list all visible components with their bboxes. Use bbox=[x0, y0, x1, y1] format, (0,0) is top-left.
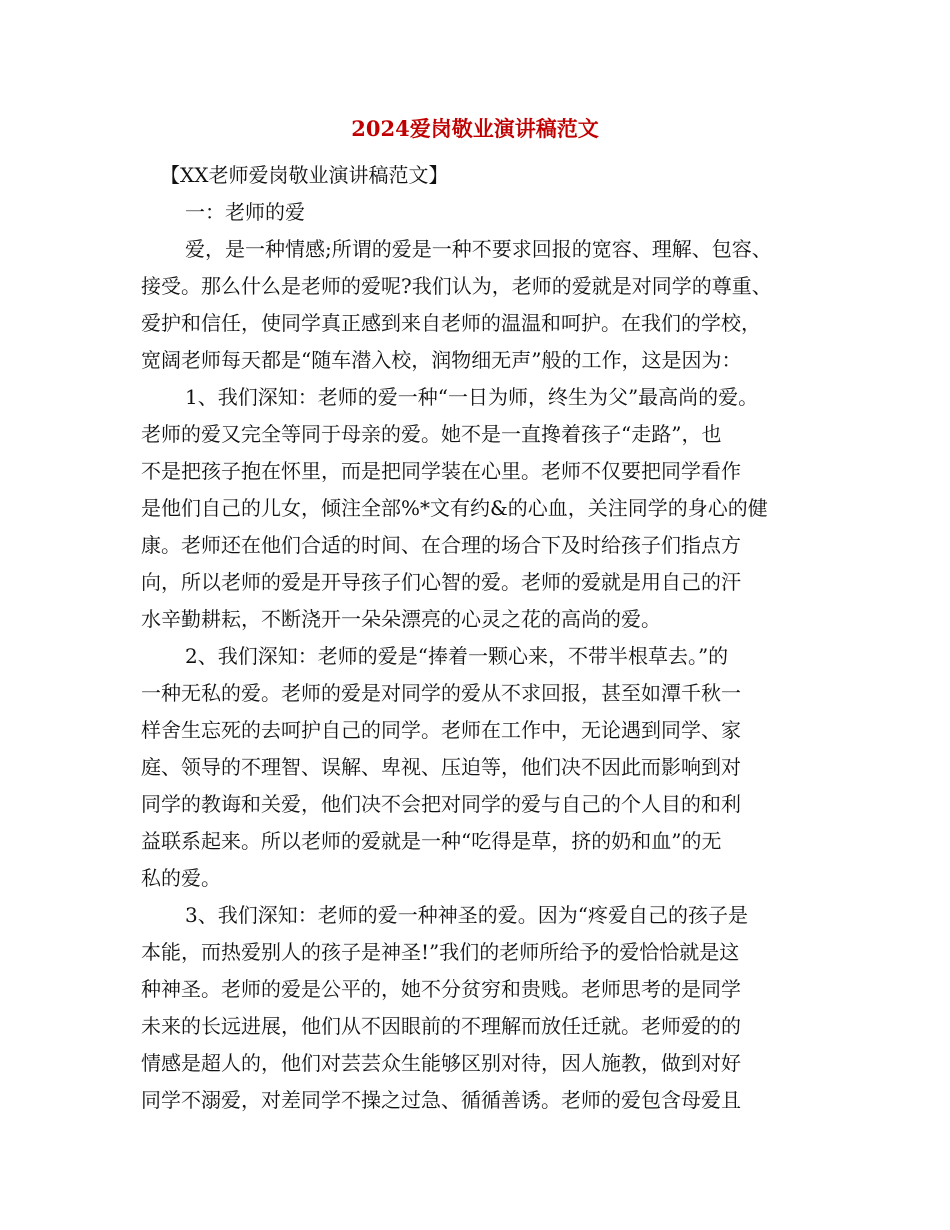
paragraph-line: 宽阔老师每天都是“随车潜入校，润物细无声”般的工作，这是因为： bbox=[141, 348, 742, 372]
paragraph-line: 老师的爱又完全等同于母亲的爱。她不是一直搀着孩子“走路”，也 bbox=[141, 422, 722, 446]
paragraph-line: 一种无私的爱。老师的爱是对同学的爱从不求回报，甚至如潭千秋一 bbox=[141, 681, 741, 705]
document-title: 2024爱岗敬业演讲稿范文 bbox=[351, 116, 599, 141]
paragraph-line: 水辛勤耕耘，不断浇开一朵朵漂亮的心灵之花的高尚的爱。 bbox=[141, 607, 661, 631]
paragraph-line: 3、我们深知：老师的爱一种神圣的爱。因为“疼爱自己的孩子是 bbox=[185, 903, 748, 927]
section-heading: 【XX老师爱岗敬业演讲稿范文】 bbox=[160, 163, 449, 187]
paragraph-line: 不是把孩子抱在怀里，而是把同学装在心里。老师不仅要把同学看作 bbox=[141, 459, 741, 483]
paragraph-line: 种神圣。老师的爱是公平的，她不分贫穷和贵贱。老师思考的是同学 bbox=[141, 977, 741, 1001]
paragraph-line: 情感是超人的，他们对芸芸众生能够区别对待，因人施教，做到对好 bbox=[141, 1051, 741, 1075]
paragraph-line: 庭、领导的不理智、误解、卑视、压迫等，他们决不因此而影响到对 bbox=[141, 755, 741, 779]
paragraph-line: 本能，而热爱别人的孩子是神圣!”我们的老师所给予的爱恰恰就是这 bbox=[141, 940, 740, 964]
paragraph-line: 同学不溺爱，对差同学不操之过急、循循善诱。老师的爱包含母爱且 bbox=[141, 1088, 741, 1112]
paragraph-line: 是他们自己的儿女，倾注全部%*文有约&的心血，关注同学的身心的健 bbox=[141, 496, 768, 520]
paragraph-line: 私的爱。 bbox=[141, 866, 221, 890]
paragraph-line: 益联系起来。所以老师的爱就是一种“吃得是草，挤的奶和血”的无 bbox=[141, 829, 722, 853]
paragraph-line: 爱护和信任，使同学真正感到来自老师的温温和呵护。在我们的学校， bbox=[141, 311, 761, 335]
paragraph-line: 1、我们深知：老师的爱一种“一日为师，终生为父”最高尚的爱。 bbox=[185, 385, 759, 409]
paragraph-line: 接受。那么什么是老师的爱呢?我们认为，老师的爱就是对同学的尊重、 bbox=[141, 274, 772, 298]
paragraph-line: 2、我们深知：老师的爱是“捧着一颗心来，不带半根草去。”的 bbox=[185, 644, 729, 668]
subheading: 一：老师的爱 bbox=[185, 200, 305, 224]
paragraph-line: 样舍生忘死的去呵护自己的同学。老师在工作中，无论遇到同学、家 bbox=[141, 718, 741, 742]
paragraph-line: 向，所以老师的爱是开导孩子们心智的爱。老师的爱就是用自己的汗 bbox=[141, 570, 741, 594]
paragraph-line: 康。老师还在他们合适的时间、在合理的场合下及时给孩子们指点方 bbox=[141, 533, 741, 557]
paragraph-line: 爱，是一种情感;所谓的爱是一种不要求回报的宽容、理解、包容、 bbox=[185, 237, 772, 261]
paragraph-line: 未来的长远进展，他们从不因眼前的不理解而放任迁就。老师爱的的 bbox=[141, 1014, 741, 1038]
paragraph-line: 同学的教诲和关爱，他们决不会把对同学的爱与自己的个人目的和利 bbox=[141, 792, 741, 816]
